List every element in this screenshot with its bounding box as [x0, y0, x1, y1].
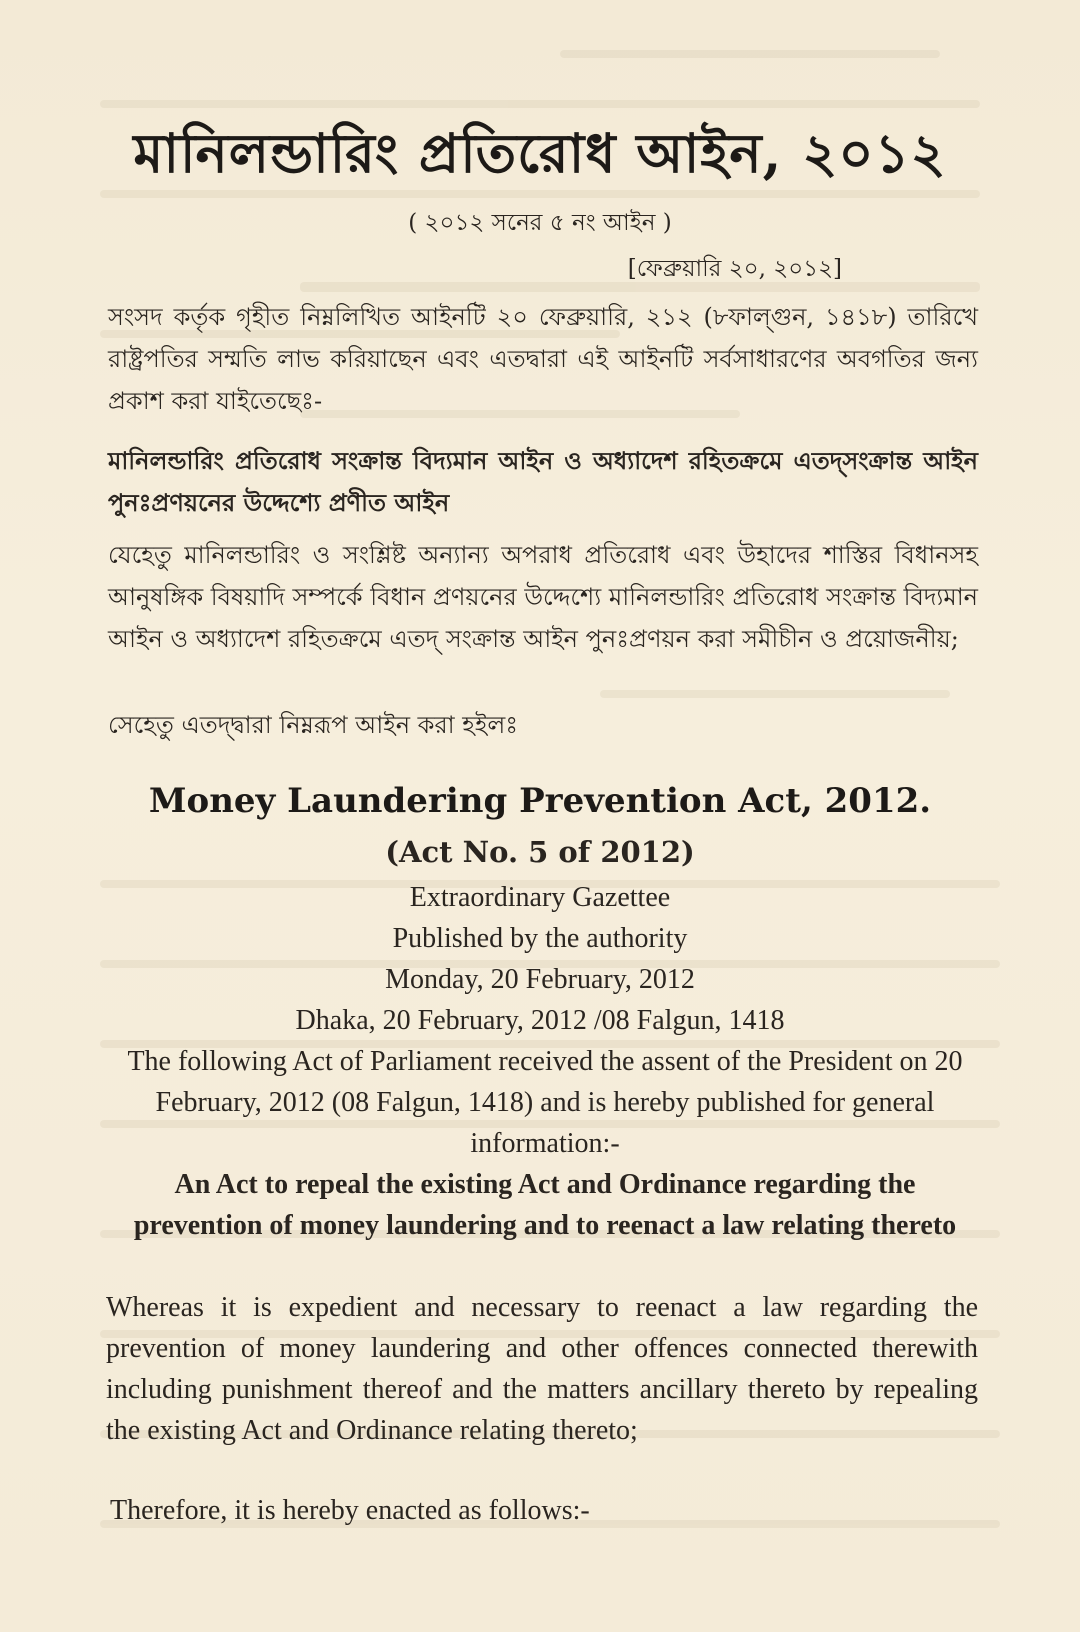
bangla-whereas-paragraph: যেহেতু মানিলন্ডারিং ও সংশ্লিষ্ট অন্যান্য অপরাধ প্রতিরোধ এবং উহাদের শাস্তির বিধানসহ আনুষঙ্গিক বিষয়াদি সম্পর্কে বিধান প্রণয়নের উদ্দেশ্যে মানিলন্ডারিং প্রতিরোধ সংক্রান্ত বিদ্যমান আইন ও অধ্যাদেশ রহিতক্রমে এতদ্‌ সংক্রান্ত আইন পুনঃপ্রণয়ন করা সমীচীন ও প্রয়োজনীয়;	[108, 541, 978, 653]
bangla-therefore-line: সেহেতু এতদ্‌দ্বারা নিম্নরূপ আইন করা হইলঃ	[108, 711, 519, 739]
english-long-title: An Act to repeal the existing Act and Ordinance regarding the prevention of money laundering and to reenact a law relating thereto	[133, 1169, 957, 1241]
assent-paragraph: The following Act of Parliament received the assent of the President on 20 February, 2012 (08 Falgun, 1418) and is hereby published for general information:-	[127, 1046, 963, 1159]
published-by-line: Published by the authority	[392, 923, 688, 954]
bangla-act-date: [ফেব্রুয়ারি ২০, ২০১২]	[627, 256, 842, 282]
gazette-label: Extraordinary Gazettee	[409, 882, 671, 913]
place-date-line: Dhaka, 20 February, 2012 /08 Falgun, 1418	[295, 1005, 785, 1036]
bangla-act-title: মানিলন্ডারিং প্রতিরোধ আইন, ২০১২	[133, 121, 947, 185]
english-act-title: Money Laundering Prevention Act, 2012.	[148, 781, 932, 821]
english-therefore-line: Therefore, it is hereby enacted as follows:-	[110, 1495, 590, 1526]
bangla-intro-paragraph: সংসদ কর্তৃক গৃহীত নিম্নলিখিত আইনটি ২০ ফেব্রুয়ারি, ২১২ (৮ফাল্গুন, ১৪১৮) তারিখে রাষ্ট্রপতির সম্মতি লাভ করিয়াছেন এবং এতদ্বারা এই আইনটি সর্বসাধারণের অবগতির জন্য প্রকাশ করা যাইতেছেঃ-	[108, 303, 978, 415]
english-act-number: (Act No. 5 of 2012)	[385, 835, 695, 869]
publish-date-line: Monday, 20 February, 2012	[385, 964, 695, 995]
bangla-act-number: ( ২০১২ সনের ৫ নং আইন )	[408, 210, 672, 236]
english-whereas-paragraph: Whereas it is expedient and necessary to reenact a law regarding the prevention of money laundering and other offences connected therewith including punishment thereof and the matters ancillary thereto by repealing the existing Act and Ordinance relating thereto;	[106, 1292, 978, 1446]
bangla-long-title: মানিলন্ডারিং প্রতিরোধ সংক্রান্ত বিদ্যমান আইন ও অধ্যাদেশ রহিতক্রমে এতদ্‌সংক্রান্ত আইন পুনঃপ্রণয়নের উদ্দেশ্যে প্রণীত আইন	[108, 446, 978, 517]
